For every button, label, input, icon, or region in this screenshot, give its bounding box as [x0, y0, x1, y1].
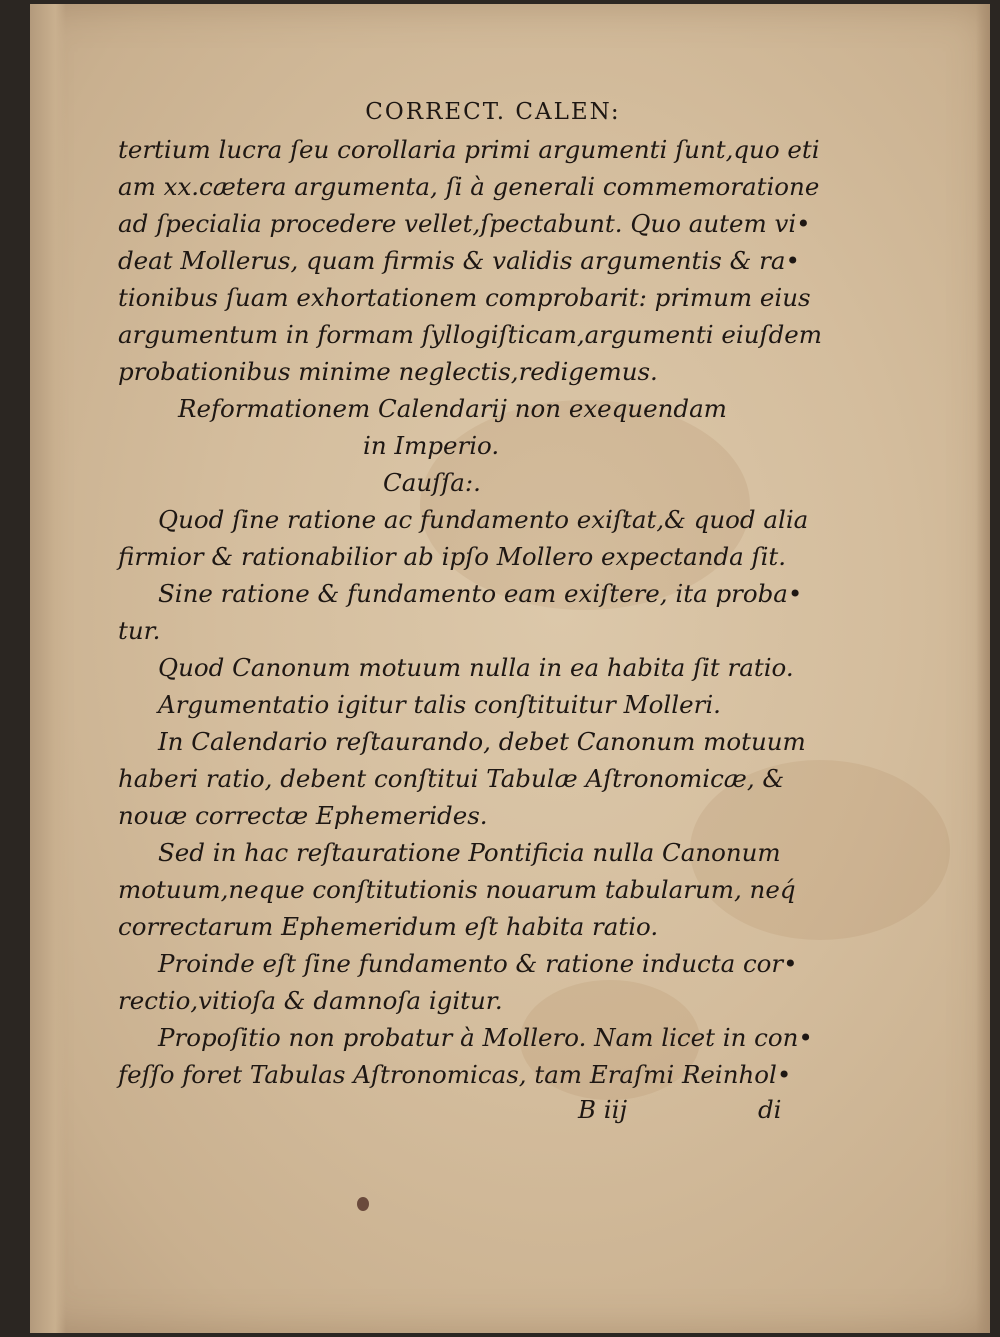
running-header: CORRECT. CALEN:	[365, 99, 621, 125]
text-line: Propoſitio non probatur à Mollero. Nam licet in con•	[158, 1023, 813, 1052]
page-edge	[976, 4, 990, 1333]
text-line: Quod ſine ratione ac fundamento exiſtat,& quod alia	[158, 505, 809, 534]
text-line: nouæ correctæ Ephemerides.	[118, 801, 488, 830]
section-heading-continued: in Imperio.	[363, 431, 500, 460]
text-line: tionibus ſuam exhortationem comprobarit: primum eius	[118, 283, 811, 312]
text-line: In Calendario reſtaurando, debet Canonum motuum	[158, 727, 806, 756]
ink-spot	[357, 1197, 369, 1211]
text-line: Proinde eſt ſine fundamento & ratione inducta cor•	[158, 949, 798, 978]
text-line: motuum,neque conſtitutionis nouarum tabularum, neq́	[118, 875, 796, 904]
page-gutter	[30, 4, 66, 1333]
text-line: firmior & rationabilior ab ipſo Mollero expectanda ſit.	[118, 542, 787, 571]
text-line: deat Mollerus, quam firmis & validis argumentis & ra•	[118, 246, 800, 275]
text-line: Argumentatio igitur talis conſtituitur Molleri.	[158, 690, 721, 719]
text-line: Quod Canonum motuum nulla in ea habita ſit ratio.	[158, 653, 794, 682]
signature-mark: B iij	[578, 1095, 628, 1124]
text-line: am xx.cætera argumenta, ſi à generali commemoratione	[118, 172, 820, 201]
text-line: feſſo foret Tabulas Aſtronomicas, tam Eraſmi Reinhol•	[118, 1060, 792, 1089]
page-text-block	[118, 94, 823, 1139]
section-heading: Reformationem Calendarij non exequendam	[178, 394, 727, 423]
text-line: Sed in hac reſtauratione Pontificia nulla Canonum	[158, 838, 781, 867]
catchword: di	[758, 1095, 782, 1124]
text-line: ad ſpecialia procedere vellet,ſpectabunt. Quo autem vi•	[118, 209, 811, 238]
text-line: Sine ratione & fundamento eam exiſtere, ita proba•	[158, 579, 803, 608]
text-line: haberi ratio, debent conſtitui Tabulæ Aſtronomicæ, &	[118, 764, 785, 793]
causa-heading: Cauſſa:.	[383, 468, 481, 497]
text-line: tertium lucra ſeu corollaria primi argumenti ſunt,quo eti	[118, 135, 820, 164]
text-line: correctarum Ephemeridum eſt habita ratio.	[118, 912, 659, 941]
page-footer	[118, 1093, 808, 1139]
text-line: probationibus minime neglectis,redigemus.	[118, 357, 658, 386]
text-line: tur.	[118, 616, 161, 645]
text-line: rectio,vitioſa & damnoſa igitur.	[118, 986, 503, 1015]
text-line: argumentum in formam ſyllogiſticam,argumenti eiuſdem	[118, 320, 823, 349]
